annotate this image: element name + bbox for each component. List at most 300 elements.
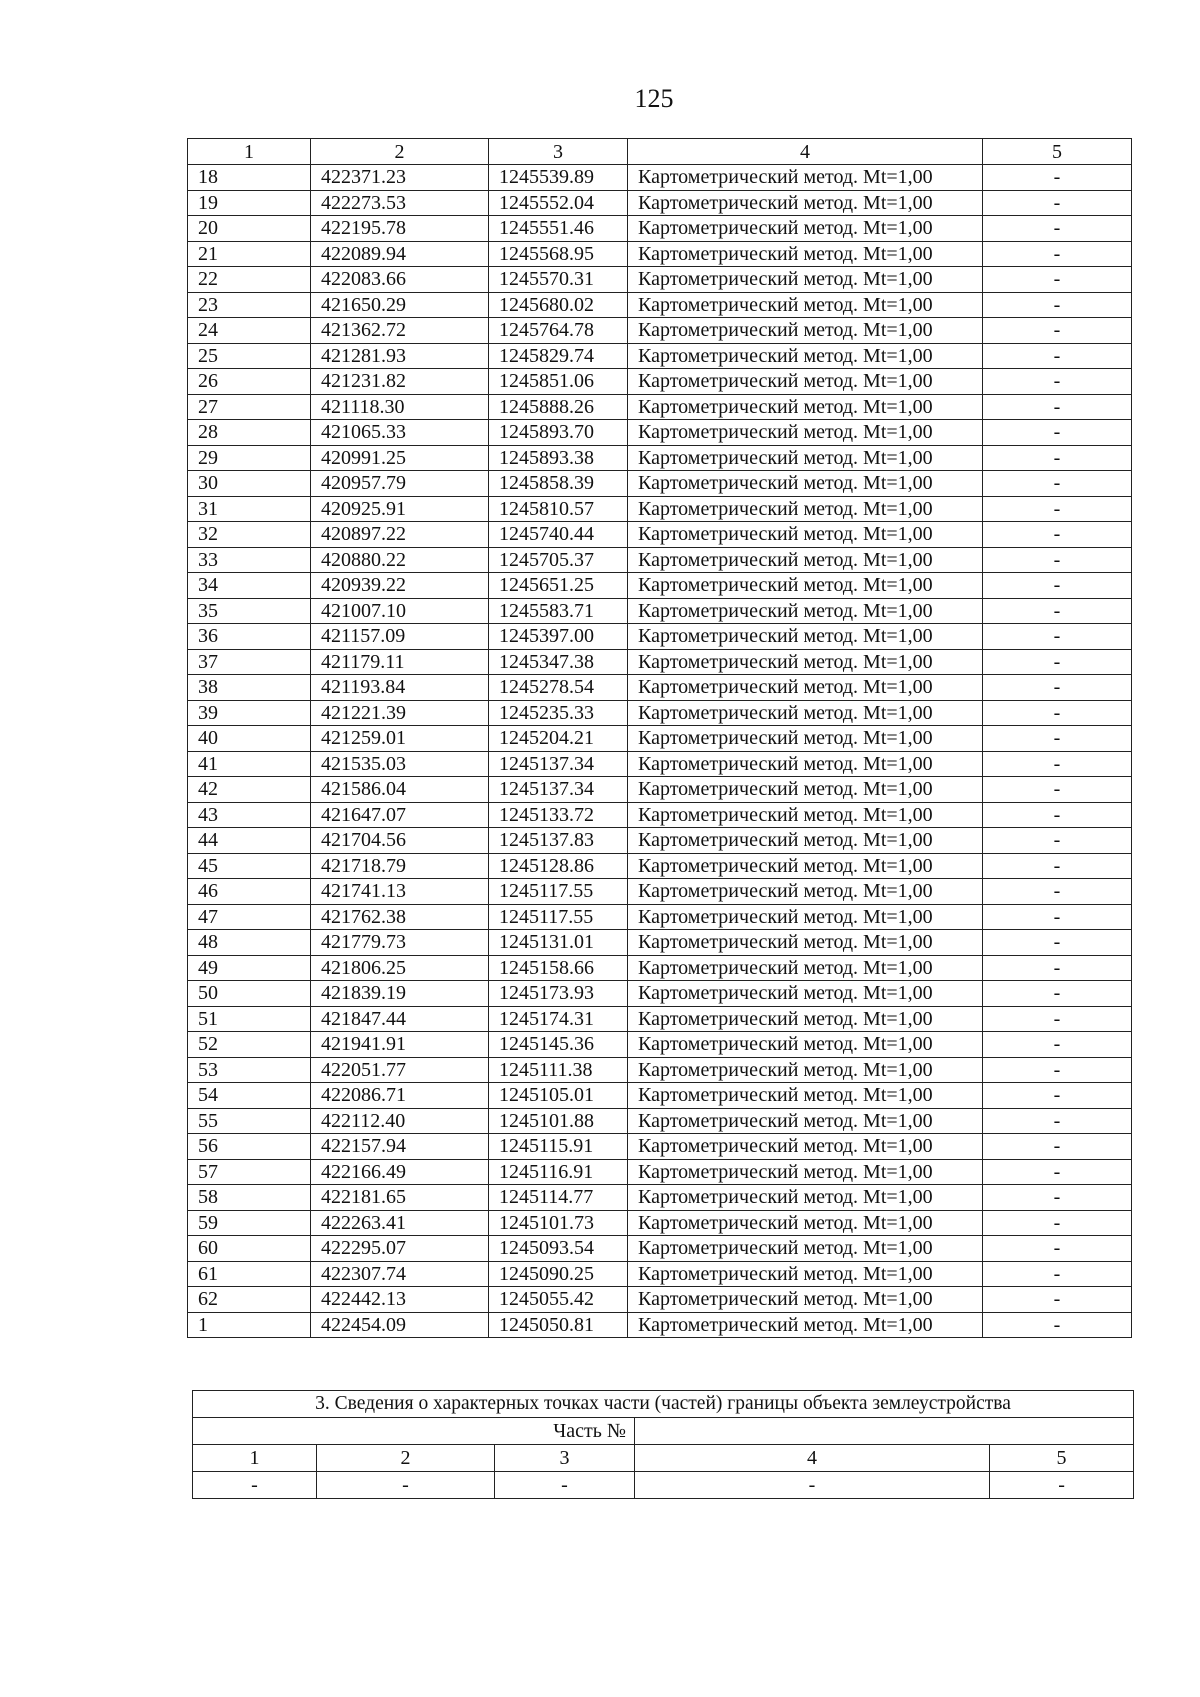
table-cell: 1245893.70 <box>489 420 628 446</box>
table-cell: 421221.39 <box>311 700 489 726</box>
table-cell: 1245851.06 <box>489 369 628 395</box>
table-row <box>188 471 1132 497</box>
header-cell: 1 <box>193 1445 317 1472</box>
table-cell: 1245133.72 <box>489 802 628 828</box>
table-cell: 1245101.73 <box>489 1210 628 1236</box>
table-cell: 55 <box>188 1108 311 1134</box>
table-cell: Картометрический метод. Mt=1,00 <box>628 828 983 854</box>
table-cell: 37 <box>188 649 311 675</box>
table-cell: Картометрический метод. Mt=1,00 <box>628 216 983 242</box>
table-cell: 420880.22 <box>311 547 489 573</box>
header-cell: 5 <box>983 139 1132 165</box>
table-cell: 34 <box>188 573 311 599</box>
table-cell: Картометрический метод. Mt=1,00 <box>628 751 983 777</box>
table-cell: 1245583.71 <box>489 598 628 624</box>
table-cell: 57 <box>188 1159 311 1185</box>
table-cell: 421586.04 <box>311 777 489 803</box>
table-cell: 422089.94 <box>311 241 489 267</box>
table-cell: 39 <box>188 700 311 726</box>
table-row <box>188 624 1132 650</box>
table-cell: 422442.13 <box>311 1287 489 1313</box>
table-cell: - <box>983 930 1132 956</box>
table-cell: - <box>983 1261 1132 1287</box>
table-cell: 1245829.74 <box>489 343 628 369</box>
table-cell: Картометрический метод. Mt=1,00 <box>628 1057 983 1083</box>
table-cell: 1245055.42 <box>489 1287 628 1313</box>
table-cell: 422112.40 <box>311 1108 489 1134</box>
table-cell: 1245137.34 <box>489 777 628 803</box>
table-cell: Картометрический метод. Mt=1,00 <box>628 700 983 726</box>
table-cell: - <box>983 675 1132 701</box>
table-cell: 420925.91 <box>311 496 489 522</box>
table-cell: 27 <box>188 394 311 420</box>
table-cell: Картометрический метод. Mt=1,00 <box>628 1083 983 1109</box>
table-cell: 58 <box>188 1185 311 1211</box>
table-cell: 422195.78 <box>311 216 489 242</box>
table-row <box>188 496 1132 522</box>
table-cell: Картометрический метод. Mt=1,00 <box>628 343 983 369</box>
table-row <box>188 1159 1132 1185</box>
table-cell: 49 <box>188 955 311 981</box>
table-cell: 1245116.91 <box>489 1159 628 1185</box>
table-cell: 1245570.31 <box>489 267 628 293</box>
table-cell: Картометрический метод. Mt=1,00 <box>628 1287 983 1313</box>
table-cell: 35 <box>188 598 311 624</box>
table-row <box>193 1472 1134 1499</box>
table-cell: 421847.44 <box>311 1006 489 1032</box>
table-cell: 422166.49 <box>311 1159 489 1185</box>
table-row <box>188 802 1132 828</box>
table-cell: Картометрический метод. Mt=1,00 <box>628 1006 983 1032</box>
table-cell: 421179.11 <box>311 649 489 675</box>
table-cell: 25 <box>188 343 311 369</box>
table-row <box>188 190 1132 216</box>
table-row <box>188 522 1132 548</box>
table-cell: 62 <box>188 1287 311 1313</box>
table-row <box>188 700 1132 726</box>
table-cell: Картометрический метод. Mt=1,00 <box>628 981 983 1007</box>
table-cell: 1245552.04 <box>489 190 628 216</box>
table-cell: 18 <box>188 165 311 191</box>
table-cell: 1245117.55 <box>489 879 628 905</box>
table-row <box>188 573 1132 599</box>
table-cell: - <box>983 343 1132 369</box>
table-cell: - <box>983 1185 1132 1211</box>
header-cell: 2 <box>311 139 489 165</box>
table-cell: 1245145.36 <box>489 1032 628 1058</box>
table-cell: - <box>983 496 1132 522</box>
table-cell: - <box>983 700 1132 726</box>
table-cell: Картометрический метод. Mt=1,00 <box>628 573 983 599</box>
table-cell: Картометрический метод. Mt=1,00 <box>628 190 983 216</box>
table-cell: 1245764.78 <box>489 318 628 344</box>
table-row <box>188 828 1132 854</box>
table-cell: Картометрический метод. Mt=1,00 <box>628 649 983 675</box>
table-cell: 420897.22 <box>311 522 489 548</box>
table-cell: 1245093.54 <box>489 1236 628 1262</box>
table-row <box>188 267 1132 293</box>
table-cell: 53 <box>188 1057 311 1083</box>
table-cell: 20 <box>188 216 311 242</box>
table-cell: 51 <box>188 1006 311 1032</box>
table-cell: 44 <box>188 828 311 854</box>
table-cell: 421704.56 <box>311 828 489 854</box>
header-cell: 5 <box>990 1445 1134 1472</box>
table-cell: Картометрический метод. Mt=1,00 <box>628 777 983 803</box>
table-cell: Картометрический метод. Mt=1,00 <box>628 420 983 446</box>
table-cell: 421157.09 <box>311 624 489 650</box>
table-cell: Картометрический метод. Mt=1,00 <box>628 1312 983 1338</box>
table-row <box>188 292 1132 318</box>
table-cell: Картометрический метод. Mt=1,00 <box>628 1236 983 1262</box>
table-cell: 38 <box>188 675 311 701</box>
table-cell: Картометрический метод. Mt=1,00 <box>628 879 983 905</box>
table-cell: - <box>193 1472 317 1499</box>
table-cell: 1245204.21 <box>489 726 628 752</box>
table-cell: Картометрический метод. Mt=1,00 <box>628 624 983 650</box>
table-cell: 422307.74 <box>311 1261 489 1287</box>
table-cell: 1 <box>188 1312 311 1338</box>
table-cell: 59 <box>188 1210 311 1236</box>
table-cell: 32 <box>188 522 311 548</box>
table-row <box>188 598 1132 624</box>
section-title-row <box>193 1391 1134 1418</box>
table-cell: - <box>983 1032 1132 1058</box>
table-row <box>188 726 1132 752</box>
table-cell: 422273.53 <box>311 190 489 216</box>
table-row <box>188 369 1132 395</box>
table-cell: Картометрический метод. Mt=1,00 <box>628 1210 983 1236</box>
table-cell: 1245740.44 <box>489 522 628 548</box>
table-row <box>188 1210 1132 1236</box>
table-cell: 1245539.89 <box>489 165 628 191</box>
section-title: 3. Сведения о характерных точках части (частей) границы объекта землеустройства <box>193 1391 1134 1418</box>
table-cell: 421231.82 <box>311 369 489 395</box>
table-cell: 422181.65 <box>311 1185 489 1211</box>
table-cell: 50 <box>188 981 311 1007</box>
table-cell: 1245128.86 <box>489 853 628 879</box>
table-cell: 1245105.01 <box>489 1083 628 1109</box>
table-cell: - <box>983 777 1132 803</box>
table-cell: - <box>983 1057 1132 1083</box>
table-cell: - <box>983 751 1132 777</box>
table-cell: - <box>983 1210 1132 1236</box>
table-cell: - <box>983 1134 1132 1160</box>
table-row <box>188 216 1132 242</box>
table-cell: 1245680.02 <box>489 292 628 318</box>
table-cell: 1245551.46 <box>489 216 628 242</box>
table-cell: 24 <box>188 318 311 344</box>
table-row <box>188 1083 1132 1109</box>
table-cell: 422157.94 <box>311 1134 489 1160</box>
table-cell: 422086.71 <box>311 1083 489 1109</box>
table-row <box>188 1032 1132 1058</box>
table-cell: 48 <box>188 930 311 956</box>
page-number: 125 <box>634 84 674 113</box>
table-cell: Картометрический метод. Mt=1,00 <box>628 394 983 420</box>
table-cell: - <box>983 420 1132 446</box>
table-cell: - <box>983 216 1132 242</box>
table-cell: - <box>983 1287 1132 1313</box>
table-cell: 22 <box>188 267 311 293</box>
table-cell: 46 <box>188 879 311 905</box>
table-cell: 421941.91 <box>311 1032 489 1058</box>
table-row <box>188 1006 1132 1032</box>
table-cell: 1245705.37 <box>489 547 628 573</box>
table-cell: 1245888.26 <box>489 394 628 420</box>
table-row <box>188 853 1132 879</box>
part-number-value <box>635 1418 1134 1445</box>
table-cell: 26 <box>188 369 311 395</box>
table-cell: - <box>983 726 1132 752</box>
table-cell: - <box>983 598 1132 624</box>
table-cell: 56 <box>188 1134 311 1160</box>
table-cell: Картометрический метод. Mt=1,00 <box>628 1185 983 1211</box>
table-row <box>188 318 1132 344</box>
table-cell: 421806.25 <box>311 955 489 981</box>
table-cell: - <box>983 445 1132 471</box>
table-cell: Картометрический метод. Mt=1,00 <box>628 930 983 956</box>
table-cell: 421647.07 <box>311 802 489 828</box>
table-cell: 420939.22 <box>311 573 489 599</box>
table-cell: - <box>983 1006 1132 1032</box>
table-cell: 1245131.01 <box>489 930 628 956</box>
table-cell: Картометрический метод. Mt=1,00 <box>628 1108 983 1134</box>
header-cell: 3 <box>489 139 628 165</box>
table-cell: - <box>495 1472 635 1499</box>
table-cell: Картометрический метод. Mt=1,00 <box>628 165 983 191</box>
table-cell: 19 <box>188 190 311 216</box>
table-cell: 422371.23 <box>311 165 489 191</box>
table-cell: Картометрический метод. Mt=1,00 <box>628 369 983 395</box>
table-cell: 420957.79 <box>311 471 489 497</box>
table-cell: Картометрический метод. Mt=1,00 <box>628 292 983 318</box>
table-cell: 1245651.25 <box>489 573 628 599</box>
table-row <box>188 1312 1132 1338</box>
table-row <box>188 777 1132 803</box>
table-cell: 41 <box>188 751 311 777</box>
table-cell: 1245235.33 <box>489 700 628 726</box>
table-cell: - <box>983 318 1132 344</box>
table-cell: 1245810.57 <box>489 496 628 522</box>
table-row <box>188 955 1132 981</box>
table-row <box>188 904 1132 930</box>
table-cell: 422263.41 <box>311 1210 489 1236</box>
table-cell: - <box>983 802 1132 828</box>
table-cell: 1245278.54 <box>489 675 628 701</box>
parts-header-row <box>193 1445 1134 1472</box>
table-cell: 421007.10 <box>311 598 489 624</box>
table-cell: - <box>983 267 1132 293</box>
table-cell: - <box>983 471 1132 497</box>
table-cell: - <box>983 369 1132 395</box>
table-row <box>188 1057 1132 1083</box>
table-cell: 31 <box>188 496 311 522</box>
table-row <box>188 649 1132 675</box>
table-cell: - <box>983 879 1132 905</box>
table-cell: 1245158.66 <box>489 955 628 981</box>
table-cell: Картометрический метод. Mt=1,00 <box>628 1261 983 1287</box>
table-cell: 29 <box>188 445 311 471</box>
table-cell: - <box>983 241 1132 267</box>
table-cell: Картометрический метод. Mt=1,00 <box>628 675 983 701</box>
table-cell: - <box>983 547 1132 573</box>
header-cell: 2 <box>317 1445 495 1472</box>
table-cell: 43 <box>188 802 311 828</box>
table-cell: 1245174.31 <box>489 1006 628 1032</box>
table-cell: 60 <box>188 1236 311 1262</box>
table-cell: - <box>983 394 1132 420</box>
table-row <box>188 165 1132 191</box>
table-row <box>188 1236 1132 1262</box>
table-cell: - <box>983 649 1132 675</box>
table-cell: 1245050.81 <box>489 1312 628 1338</box>
table-row <box>188 675 1132 701</box>
table-cell: - <box>983 1159 1132 1185</box>
table-cell: 422454.09 <box>311 1312 489 1338</box>
table-cell: - <box>983 981 1132 1007</box>
table-cell: 421779.73 <box>311 930 489 956</box>
table-cell: - <box>983 190 1132 216</box>
table-cell: 42 <box>188 777 311 803</box>
table-cell: 421718.79 <box>311 853 489 879</box>
table-cell: Картометрический метод. Mt=1,00 <box>628 955 983 981</box>
table-cell: 1245568.95 <box>489 241 628 267</box>
table-cell: 422295.07 <box>311 1236 489 1262</box>
table-cell: Картометрический метод. Mt=1,00 <box>628 1134 983 1160</box>
table-cell: 45 <box>188 853 311 879</box>
table-cell: Картометрический метод. Mt=1,00 <box>628 318 983 344</box>
table-row <box>188 1287 1132 1313</box>
table-cell: 47 <box>188 904 311 930</box>
part-number-row <box>193 1418 1134 1445</box>
table-cell: 422051.77 <box>311 1057 489 1083</box>
table-cell: 421281.93 <box>311 343 489 369</box>
table-row <box>188 930 1132 956</box>
table-cell: - <box>983 292 1132 318</box>
table-cell: 1245114.77 <box>489 1185 628 1211</box>
table-cell: - <box>983 853 1132 879</box>
table-cell: 1245137.83 <box>489 828 628 854</box>
table-cell: Картометрический метод. Mt=1,00 <box>628 445 983 471</box>
table-cell: - <box>983 624 1132 650</box>
table-row <box>188 1108 1132 1134</box>
table-cell: 421762.38 <box>311 904 489 930</box>
header-cell: 4 <box>635 1445 990 1472</box>
table-row <box>188 394 1132 420</box>
table-cell: 420991.25 <box>311 445 489 471</box>
table-cell: - <box>983 1312 1132 1338</box>
table-cell: 421118.30 <box>311 394 489 420</box>
table-header-row <box>188 139 1132 165</box>
table-cell: - <box>983 165 1132 191</box>
table-cell: Картометрический метод. Mt=1,00 <box>628 904 983 930</box>
table-row <box>188 420 1132 446</box>
table-row <box>188 241 1132 267</box>
table-cell: - <box>983 828 1132 854</box>
table-cell: 36 <box>188 624 311 650</box>
table-cell: 1245111.38 <box>489 1057 628 1083</box>
table-cell: 21 <box>188 241 311 267</box>
table-cell: 1245137.34 <box>489 751 628 777</box>
table-cell: Картометрический метод. Mt=1,00 <box>628 853 983 879</box>
table-cell: 1245397.00 <box>489 624 628 650</box>
table-cell: - <box>317 1472 495 1499</box>
table-cell: - <box>635 1472 990 1499</box>
table-row <box>188 981 1132 1007</box>
table-cell: 1245173.93 <box>489 981 628 1007</box>
table-cell: 33 <box>188 547 311 573</box>
table-cell: 421193.84 <box>311 675 489 701</box>
table-cell: 54 <box>188 1083 311 1109</box>
table-cell: Картометрический метод. Mt=1,00 <box>628 1159 983 1185</box>
table-cell: 422083.66 <box>311 267 489 293</box>
table-cell: - <box>983 1108 1132 1134</box>
table-cell: Картометрический метод. Mt=1,00 <box>628 241 983 267</box>
table-cell: 421839.19 <box>311 981 489 1007</box>
table-cell: 421741.13 <box>311 879 489 905</box>
table-cell: Картометрический метод. Mt=1,00 <box>628 522 983 548</box>
table-cell: Картометрический метод. Mt=1,00 <box>628 726 983 752</box>
table-cell: 421065.33 <box>311 420 489 446</box>
table-cell: 421259.01 <box>311 726 489 752</box>
table-cell: - <box>983 904 1132 930</box>
table-cell: - <box>983 522 1132 548</box>
part-number-label: Часть № <box>193 1418 635 1445</box>
table-cell: 28 <box>188 420 311 446</box>
table-cell: 1245090.25 <box>489 1261 628 1287</box>
table-cell: 61 <box>188 1261 311 1287</box>
table-cell: Картометрический метод. Mt=1,00 <box>628 802 983 828</box>
table-cell: Картометрический метод. Mt=1,00 <box>628 471 983 497</box>
table-cell: - <box>983 1083 1132 1109</box>
table-cell: 1245101.88 <box>489 1108 628 1134</box>
table-row <box>188 1134 1132 1160</box>
table-cell: 30 <box>188 471 311 497</box>
parts-table <box>192 1390 1134 1499</box>
table-cell: Картометрический метод. Mt=1,00 <box>628 267 983 293</box>
table-cell: 421362.72 <box>311 318 489 344</box>
table-row <box>188 1185 1132 1211</box>
table-cell: Картометрический метод. Mt=1,00 <box>628 598 983 624</box>
table-row <box>188 1261 1132 1287</box>
table-cell: Картометрический метод. Mt=1,00 <box>628 496 983 522</box>
table-cell: 1245347.38 <box>489 649 628 675</box>
table-cell: - <box>990 1472 1134 1499</box>
table-cell: 1245115.91 <box>489 1134 628 1160</box>
table-row <box>188 751 1132 777</box>
table-cell: 421650.29 <box>311 292 489 318</box>
table-cell: 1245117.55 <box>489 904 628 930</box>
table-cell: 40 <box>188 726 311 752</box>
table-cell: 1245858.39 <box>489 471 628 497</box>
table-row <box>188 445 1132 471</box>
table-row <box>188 547 1132 573</box>
table-cell: 52 <box>188 1032 311 1058</box>
table-row <box>188 343 1132 369</box>
header-cell: 4 <box>628 139 983 165</box>
table-cell: - <box>983 955 1132 981</box>
table-cell: Картометрический метод. Mt=1,00 <box>628 1032 983 1058</box>
table-cell: 1245893.38 <box>489 445 628 471</box>
table-cell: - <box>983 1236 1132 1262</box>
table-row <box>188 879 1132 905</box>
table-cell: 421535.03 <box>311 751 489 777</box>
table-cell: - <box>983 573 1132 599</box>
table-cell: 23 <box>188 292 311 318</box>
header-cell: 3 <box>495 1445 635 1472</box>
coordinates-table <box>187 138 1132 1338</box>
